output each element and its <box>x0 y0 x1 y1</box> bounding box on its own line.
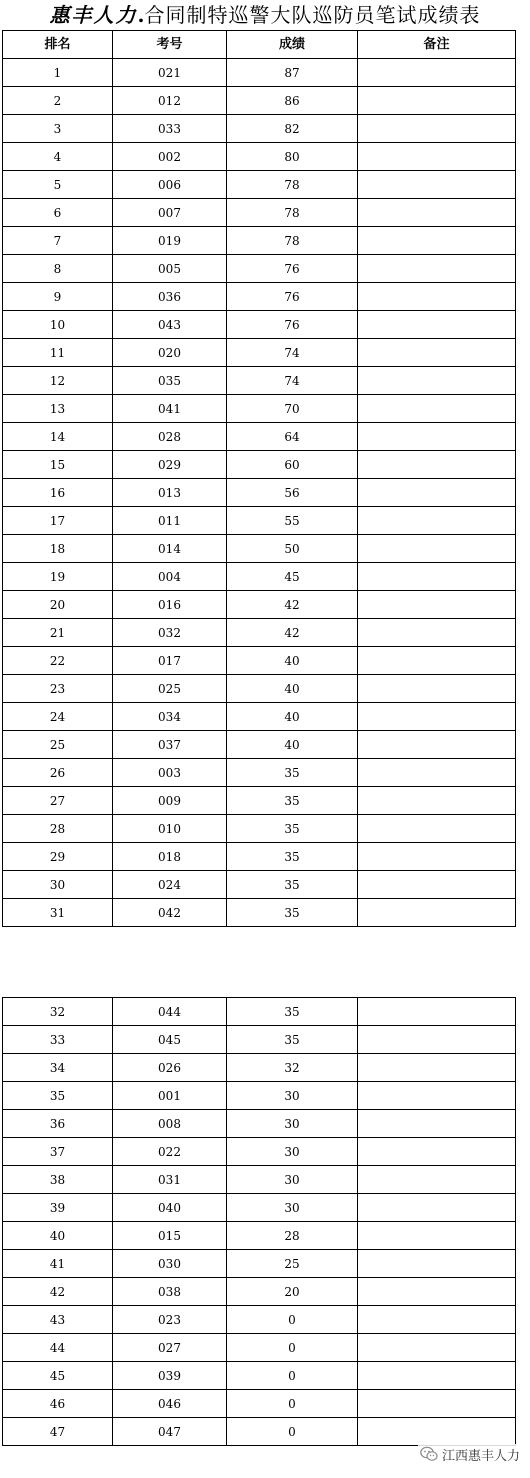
cell-score: 30 <box>227 1138 358 1166</box>
table-row <box>3 1418 516 1446</box>
cell-remarks <box>358 843 516 871</box>
cell-exam-number: 029 <box>113 451 227 479</box>
cell-rank: 39 <box>3 1194 113 1222</box>
cell-score: 30 <box>227 1166 358 1194</box>
title-separator: . <box>137 3 145 27</box>
cell-rank: 27 <box>3 787 113 815</box>
cell-remarks <box>358 255 516 283</box>
cell-exam-number: 017 <box>113 647 227 675</box>
table-row <box>3 479 516 507</box>
cell-score: 60 <box>227 451 358 479</box>
cell-rank: 40 <box>3 1222 113 1250</box>
cell-rank: 45 <box>3 1362 113 1390</box>
cell-rank: 15 <box>3 451 113 479</box>
cell-remarks <box>358 815 516 843</box>
watermark-text: 江西惠丰人力 <box>441 1448 520 1464</box>
table-row <box>3 843 516 871</box>
cell-remarks <box>358 451 516 479</box>
cell-exam-number: 046 <box>113 1390 227 1418</box>
cell-score: 30 <box>227 1110 358 1138</box>
table-row <box>3 311 516 339</box>
cell-exam-number: 004 <box>113 563 227 591</box>
cell-exam-number: 016 <box>113 591 227 619</box>
cell-remarks <box>358 1362 516 1390</box>
cell-remarks <box>358 1278 516 1306</box>
cell-score: 78 <box>227 199 358 227</box>
cell-exam-number: 007 <box>113 199 227 227</box>
table-row <box>3 1278 516 1306</box>
cell-rank: 4 <box>3 143 113 171</box>
cell-exam-number: 030 <box>113 1250 227 1278</box>
cell-score: 35 <box>227 899 358 927</box>
cell-score: 0 <box>227 1390 358 1418</box>
cell-rank: 5 <box>3 171 113 199</box>
cell-remarks <box>358 591 516 619</box>
cell-exam-number: 043 <box>113 311 227 339</box>
cell-exam-number: 021 <box>113 59 227 87</box>
cell-remarks <box>358 871 516 899</box>
cell-exam-number: 019 <box>113 227 227 255</box>
cell-exam-number: 006 <box>113 171 227 199</box>
cell-remarks <box>358 1250 516 1278</box>
cell-score: 0 <box>227 1306 358 1334</box>
table-title: 合同制特巡警大队巡防员笔试成绩表 <box>144 3 481 27</box>
table-body-part2 <box>3 998 516 1446</box>
cell-rank: 36 <box>3 1110 113 1138</box>
cell-exam-number: 027 <box>113 1334 227 1362</box>
cell-exam-number: 045 <box>113 1026 227 1054</box>
cell-remarks <box>358 227 516 255</box>
cell-rank: 33 <box>3 1026 113 1054</box>
cell-score: 74 <box>227 367 358 395</box>
cell-exam-number: 035 <box>113 367 227 395</box>
cell-rank: 37 <box>3 1138 113 1166</box>
cell-rank: 42 <box>3 1278 113 1306</box>
cell-exam-number: 011 <box>113 507 227 535</box>
cell-score: 35 <box>227 815 358 843</box>
cell-rank: 9 <box>3 283 113 311</box>
cell-score: 25 <box>227 1250 358 1278</box>
table-row <box>3 1082 516 1110</box>
cell-remarks <box>358 283 516 311</box>
cell-remarks <box>358 899 516 927</box>
cell-remarks <box>358 1026 516 1054</box>
cell-remarks <box>358 199 516 227</box>
cell-rank: 21 <box>3 619 113 647</box>
cell-rank: 1 <box>3 59 113 87</box>
cell-exam-number: 022 <box>113 1138 227 1166</box>
cell-remarks <box>358 87 516 115</box>
table-row <box>3 899 516 927</box>
table-row <box>3 367 516 395</box>
cell-rank: 22 <box>3 647 113 675</box>
table-row <box>3 787 516 815</box>
cell-exam-number: 001 <box>113 1082 227 1110</box>
cell-remarks <box>358 1138 516 1166</box>
cell-rank: 47 <box>3 1418 113 1446</box>
table-row <box>3 1110 516 1138</box>
cell-score: 32 <box>227 1054 358 1082</box>
cell-rank: 32 <box>3 998 113 1026</box>
table-row <box>3 507 516 535</box>
cell-remarks <box>358 1054 516 1082</box>
brand-name: 惠丰人力 <box>49 3 138 27</box>
cell-remarks <box>358 675 516 703</box>
table-row <box>3 675 516 703</box>
cell-remarks <box>358 171 516 199</box>
table-row <box>3 171 516 199</box>
cell-score: 28 <box>227 1222 358 1250</box>
cell-remarks <box>358 535 516 563</box>
cell-remarks <box>358 703 516 731</box>
cell-exam-number: 018 <box>113 843 227 871</box>
cell-remarks <box>358 731 516 759</box>
cell-exam-number: 028 <box>113 423 227 451</box>
table-row <box>3 1026 516 1054</box>
cell-rank: 25 <box>3 731 113 759</box>
cell-score: 64 <box>227 423 358 451</box>
wechat-icon <box>420 1446 438 1462</box>
cell-exam-number: 025 <box>113 675 227 703</box>
table-row <box>3 87 516 115</box>
cell-score: 0 <box>227 1334 358 1362</box>
cell-score: 20 <box>227 1278 358 1306</box>
table-row <box>3 227 516 255</box>
cell-rank: 16 <box>3 479 113 507</box>
cell-remarks <box>358 115 516 143</box>
cell-score: 35 <box>227 998 358 1026</box>
cell-remarks <box>358 787 516 815</box>
cell-remarks <box>358 759 516 787</box>
table-row <box>3 871 516 899</box>
cell-rank: 44 <box>3 1334 113 1362</box>
cell-exam-number: 042 <box>113 899 227 927</box>
score-table-part2 <box>2 997 516 1446</box>
cell-rank: 31 <box>3 899 113 927</box>
cell-score: 35 <box>227 1026 358 1054</box>
cell-exam-number: 008 <box>113 1110 227 1138</box>
cell-rank: 30 <box>3 871 113 899</box>
cell-exam-number: 024 <box>113 871 227 899</box>
cell-rank: 11 <box>3 339 113 367</box>
score-table-part1 <box>2 30 516 927</box>
cell-remarks <box>358 507 516 535</box>
cell-remarks <box>358 1334 516 1362</box>
table-row <box>3 1306 516 1334</box>
cell-score: 40 <box>227 675 358 703</box>
cell-rank: 23 <box>3 675 113 703</box>
cell-rank: 28 <box>3 815 113 843</box>
cell-rank: 43 <box>3 1306 113 1334</box>
cell-score: 35 <box>227 843 358 871</box>
cell-rank: 35 <box>3 1082 113 1110</box>
table-row <box>3 535 516 563</box>
cell-rank: 10 <box>3 311 113 339</box>
header-score: 成绩 <box>227 31 358 59</box>
cell-score: 55 <box>227 507 358 535</box>
table-row <box>3 423 516 451</box>
cell-rank: 6 <box>3 199 113 227</box>
cell-score: 42 <box>227 591 358 619</box>
cell-exam-number: 038 <box>113 1278 227 1306</box>
table-row <box>3 59 516 87</box>
cell-exam-number: 033 <box>113 115 227 143</box>
table-body-part1 <box>3 59 516 927</box>
cell-remarks <box>358 423 516 451</box>
cell-remarks <box>358 311 516 339</box>
table-row <box>3 1194 516 1222</box>
cell-score: 0 <box>227 1418 358 1446</box>
cell-score: 50 <box>227 535 358 563</box>
cell-exam-number: 044 <box>113 998 227 1026</box>
table-row <box>3 759 516 787</box>
cell-score: 76 <box>227 311 358 339</box>
cell-exam-number: 040 <box>113 1194 227 1222</box>
cell-score: 78 <box>227 171 358 199</box>
cell-remarks <box>358 998 516 1026</box>
table-row <box>3 591 516 619</box>
cell-exam-number: 039 <box>113 1362 227 1390</box>
cell-remarks <box>358 143 516 171</box>
header-remarks: 备注 <box>358 31 516 59</box>
cell-rank: 34 <box>3 1054 113 1082</box>
table-row <box>3 703 516 731</box>
table-row <box>3 1362 516 1390</box>
table-row <box>3 1166 516 1194</box>
cell-exam-number: 013 <box>113 479 227 507</box>
cell-exam-number: 047 <box>113 1418 227 1446</box>
cell-rank: 19 <box>3 563 113 591</box>
cell-score: 76 <box>227 283 358 311</box>
cell-remarks <box>358 59 516 87</box>
cell-remarks <box>358 479 516 507</box>
cell-exam-number: 036 <box>113 283 227 311</box>
cell-score: 87 <box>227 59 358 87</box>
cell-remarks <box>358 339 516 367</box>
table-row <box>3 451 516 479</box>
cell-score: 40 <box>227 731 358 759</box>
cell-rank: 13 <box>3 395 113 423</box>
table-row <box>3 619 516 647</box>
cell-score: 0 <box>227 1362 358 1390</box>
cell-score: 70 <box>227 395 358 423</box>
cell-exam-number: 014 <box>113 535 227 563</box>
cell-rank: 3 <box>3 115 113 143</box>
table-row <box>3 255 516 283</box>
table-row <box>3 1054 516 1082</box>
cell-rank: 2 <box>3 87 113 115</box>
cell-remarks <box>358 1166 516 1194</box>
cell-exam-number: 009 <box>113 787 227 815</box>
cell-rank: 17 <box>3 507 113 535</box>
cell-remarks <box>358 647 516 675</box>
cell-exam-number: 032 <box>113 619 227 647</box>
cell-score: 56 <box>227 479 358 507</box>
cell-exam-number: 031 <box>113 1166 227 1194</box>
cell-score: 76 <box>227 255 358 283</box>
cell-remarks <box>358 1082 516 1110</box>
cell-exam-number: 002 <box>113 143 227 171</box>
cell-exam-number: 012 <box>113 87 227 115</box>
cell-score: 86 <box>227 87 358 115</box>
cell-exam-number: 037 <box>113 731 227 759</box>
table-row <box>3 647 516 675</box>
cell-remarks <box>358 1418 516 1446</box>
table-row <box>3 115 516 143</box>
cell-score: 40 <box>227 647 358 675</box>
cell-score: 74 <box>227 339 358 367</box>
cell-exam-number: 041 <box>113 395 227 423</box>
cell-exam-number: 010 <box>113 815 227 843</box>
cell-score: 35 <box>227 787 358 815</box>
cell-exam-number: 015 <box>113 1222 227 1250</box>
cell-remarks <box>358 1110 516 1138</box>
cell-score: 40 <box>227 703 358 731</box>
table-row <box>3 815 516 843</box>
cell-rank: 20 <box>3 591 113 619</box>
cell-remarks <box>358 367 516 395</box>
header-exam-number: 考号 <box>113 31 227 59</box>
table-row <box>3 1250 516 1278</box>
cell-rank: 7 <box>3 227 113 255</box>
table-row <box>3 1334 516 1362</box>
cell-remarks <box>358 1194 516 1222</box>
table-row <box>3 339 516 367</box>
table-row <box>3 563 516 591</box>
cell-rank: 14 <box>3 423 113 451</box>
cell-remarks <box>358 395 516 423</box>
cell-remarks <box>358 1306 516 1334</box>
cell-score: 45 <box>227 563 358 591</box>
table-row <box>3 998 516 1026</box>
cell-exam-number: 026 <box>113 1054 227 1082</box>
header-rank: 排名 <box>3 31 113 59</box>
cell-rank: 38 <box>3 1166 113 1194</box>
cell-score: 35 <box>227 759 358 787</box>
cell-score: 78 <box>227 227 358 255</box>
table-header-row <box>3 31 516 59</box>
cell-rank: 29 <box>3 843 113 871</box>
cell-score: 42 <box>227 619 358 647</box>
cell-remarks <box>358 1222 516 1250</box>
cell-exam-number: 023 <box>113 1306 227 1334</box>
cell-score: 35 <box>227 871 358 899</box>
cell-exam-number: 020 <box>113 339 227 367</box>
table-row <box>3 199 516 227</box>
table-row <box>3 1138 516 1166</box>
cell-rank: 24 <box>3 703 113 731</box>
cell-exam-number: 005 <box>113 255 227 283</box>
cell-remarks <box>358 619 516 647</box>
cell-rank: 8 <box>3 255 113 283</box>
table-row <box>3 1390 516 1418</box>
cell-rank: 12 <box>3 367 113 395</box>
cell-rank: 18 <box>3 535 113 563</box>
cell-remarks <box>358 563 516 591</box>
table-row <box>3 1222 516 1250</box>
cell-score: 30 <box>227 1194 358 1222</box>
cell-score: 80 <box>227 143 358 171</box>
cell-score: 30 <box>227 1082 358 1110</box>
table-row <box>3 143 516 171</box>
cell-rank: 41 <box>3 1250 113 1278</box>
page-title <box>0 0 530 30</box>
cell-exam-number: 003 <box>113 759 227 787</box>
cell-rank: 46 <box>3 1390 113 1418</box>
table-row <box>3 283 516 311</box>
cell-rank: 26 <box>3 759 113 787</box>
table-row <box>3 731 516 759</box>
table-row <box>3 395 516 423</box>
cell-score: 82 <box>227 115 358 143</box>
cell-remarks <box>358 1390 516 1418</box>
cell-exam-number: 034 <box>113 703 227 731</box>
watermark <box>418 1444 522 1464</box>
